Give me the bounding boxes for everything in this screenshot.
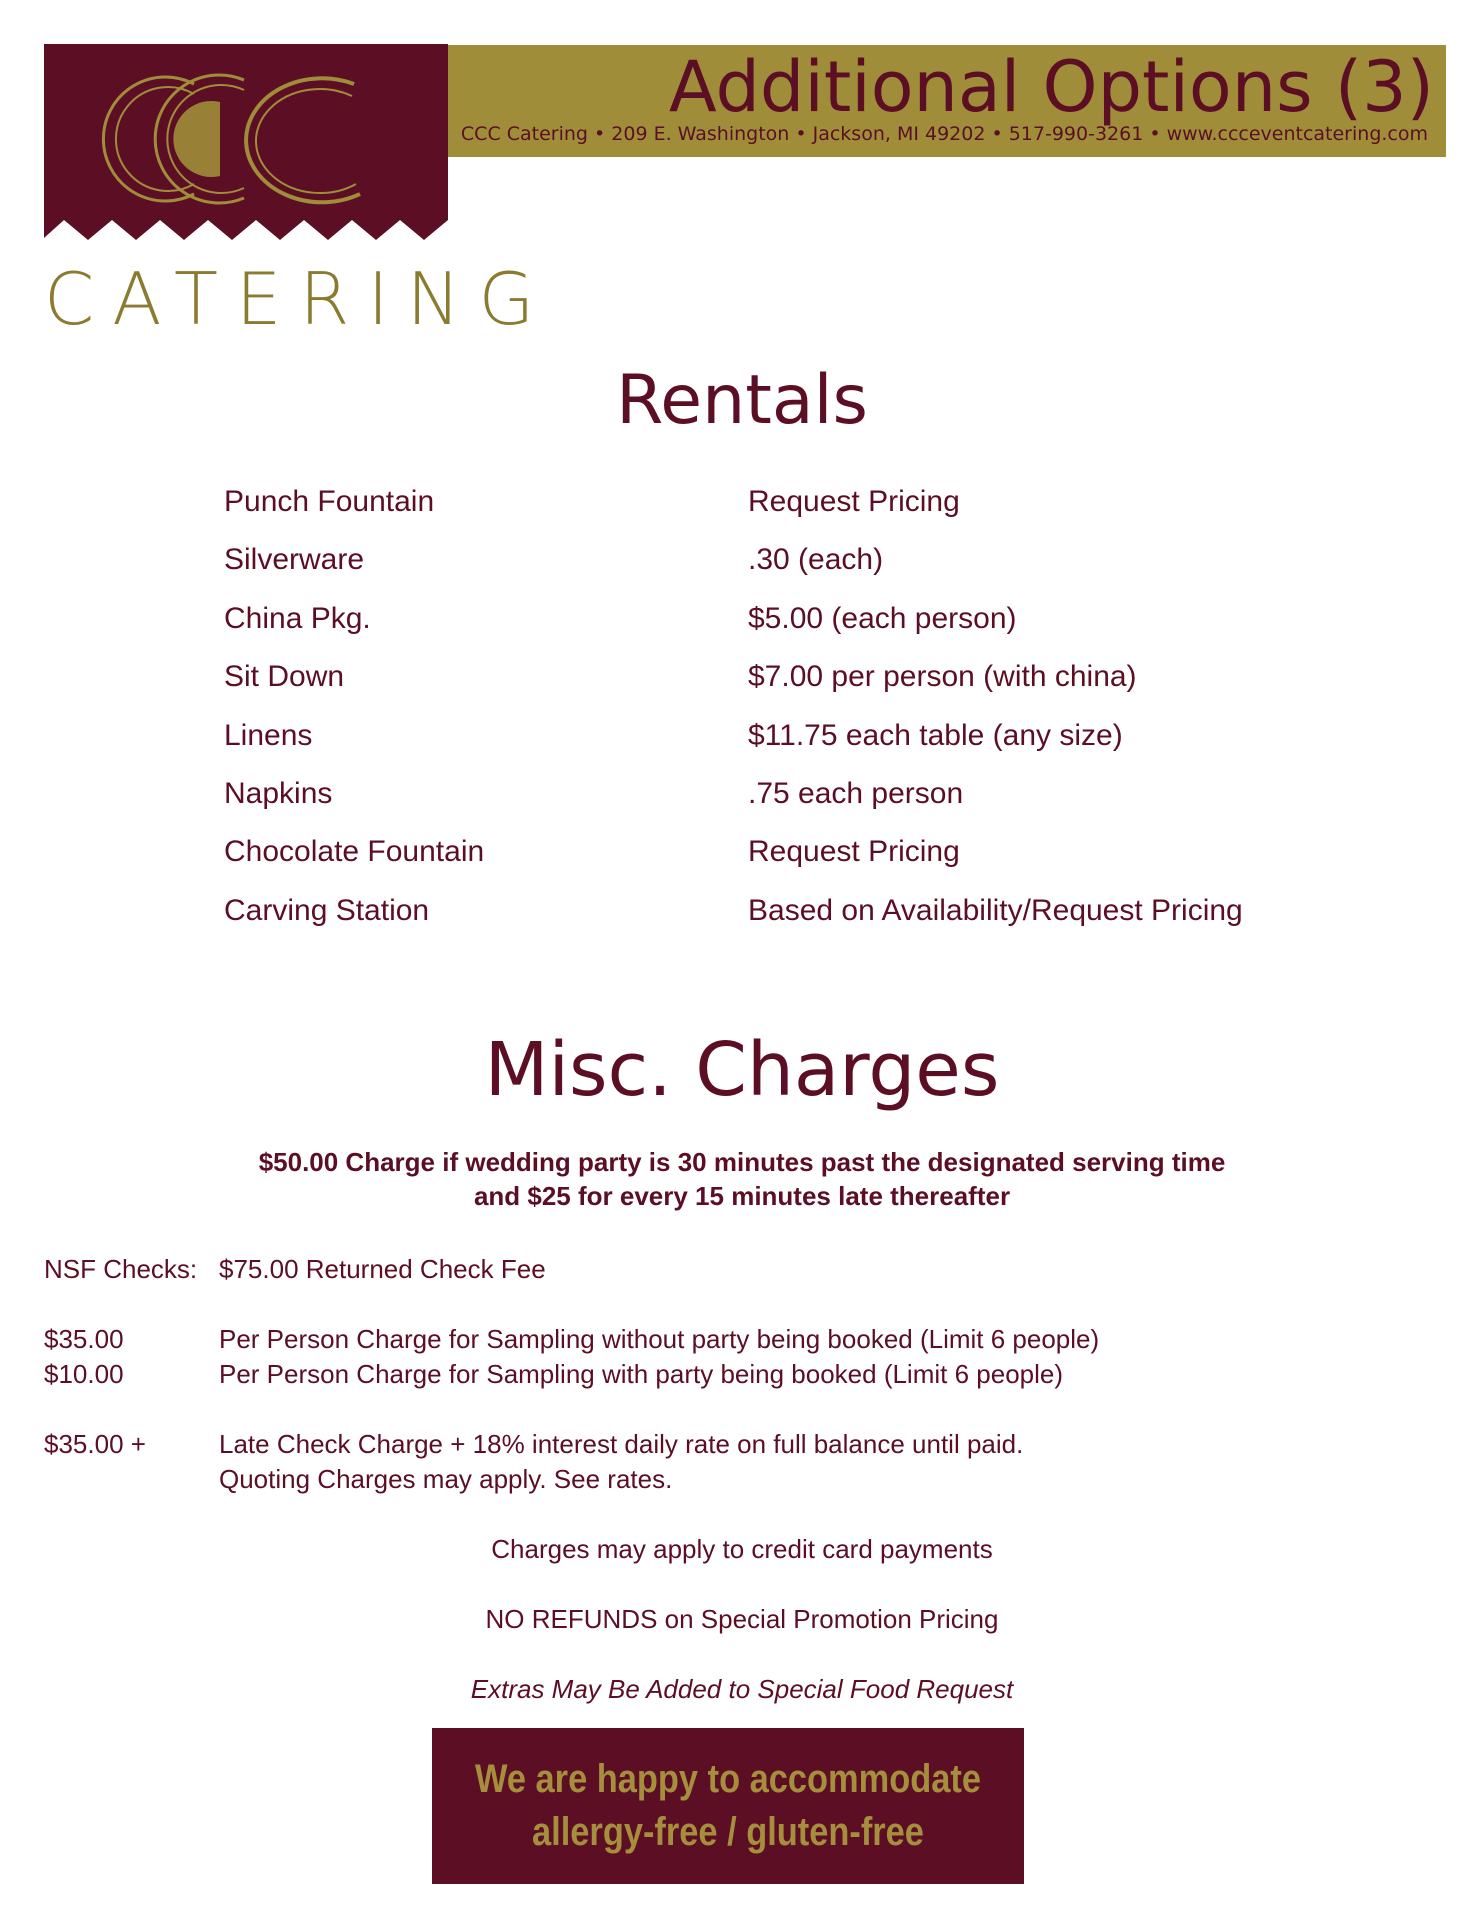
rental-item: Napkins — [224, 776, 333, 810]
rental-price: .75 each person — [748, 776, 964, 810]
rental-price: $5.00 (each person) — [748, 601, 1017, 635]
allergy-banner — [432, 1728, 1024, 1884]
rental-price: $7.00 per person (with china) — [748, 660, 1137, 694]
rental-row — [224, 657, 1384, 715]
rental-item: Sit Down — [224, 660, 345, 694]
sampling-text: Per Person Charge for Sampling without party being booked (Limit 6 people) — [219, 1324, 1100, 1354]
allergy-line1: We are happy to accommodate — [475, 1757, 981, 1801]
misc-charges-heading: Misc. Charges — [484, 1027, 1000, 1113]
nsf-label: NSF Checks: — [44, 1254, 198, 1284]
late-party-notice-line1: $50.00 Charge if wedding party is 30 minutes past the designated serving time — [258, 1147, 1226, 1177]
rentals-list — [224, 482, 1384, 949]
rental-row — [224, 716, 1384, 774]
rental-row — [224, 599, 1384, 657]
rental-item: China Pkg. — [224, 601, 371, 635]
rental-item: Linens — [224, 718, 313, 752]
rental-row — [224, 891, 1384, 949]
extras-note: Extras May Be Added to Special Food Request — [470, 1674, 1014, 1704]
logo-wordmark: CATERING — [44, 257, 553, 341]
late-check-amount: $35.00 + — [44, 1429, 146, 1459]
ccc-monogram-logo — [44, 44, 448, 254]
late-check-line2: Quoting Charges may apply. See rates. — [219, 1464, 673, 1494]
rental-price: Based on Availability/Request Pricing — [748, 893, 1243, 927]
rental-price: .30 (each) — [748, 543, 884, 577]
rental-price: Request Pricing — [748, 835, 960, 869]
rental-item: Silverware — [224, 543, 365, 577]
sampling-text: Per Person Charge for Sampling with party being booked (Limit 6 people) — [219, 1359, 1064, 1389]
rental-item: Carving Station — [224, 893, 430, 927]
rental-item: Chocolate Fountain — [224, 835, 485, 869]
contact-info: CCC Catering • 209 E. Washington • Jackson, MI 49202 • 517-990-3261 • www.ccceventcatering.com — [460, 123, 1428, 145]
credit-card-note: Charges may apply to credit card payments — [491, 1534, 993, 1564]
allergy-line2: allergy-free / gluten-free — [532, 1810, 924, 1854]
sampling-amount: $35.00 — [44, 1324, 124, 1354]
nsf-text: $75.00 Returned Check Fee — [219, 1254, 546, 1284]
rental-price: $11.75 each table (any size) — [748, 718, 1123, 752]
refund-note: NO REFUNDS on Special Promotion Pricing — [485, 1604, 999, 1634]
late-check-line1: Late Check Charge + 18% interest daily rate on full balance until paid. — [219, 1429, 1024, 1459]
rental-row — [224, 540, 1384, 598]
catering-logo — [44, 44, 553, 341]
rental-price: Request Pricing — [748, 485, 960, 518]
rental-row — [224, 482, 1384, 540]
sampling-amount: $10.00 — [44, 1359, 124, 1389]
rentals-heading: Rentals — [616, 361, 868, 440]
rental-item: Punch Fountain — [224, 485, 435, 518]
header-band — [448, 45, 1446, 157]
late-party-notice-line2: and $25 for every 15 minutes late thereafter — [473, 1181, 1011, 1211]
rental-row — [224, 832, 1384, 890]
page-title: Additional Options (3) — [668, 46, 1434, 128]
rental-row — [224, 774, 1384, 832]
